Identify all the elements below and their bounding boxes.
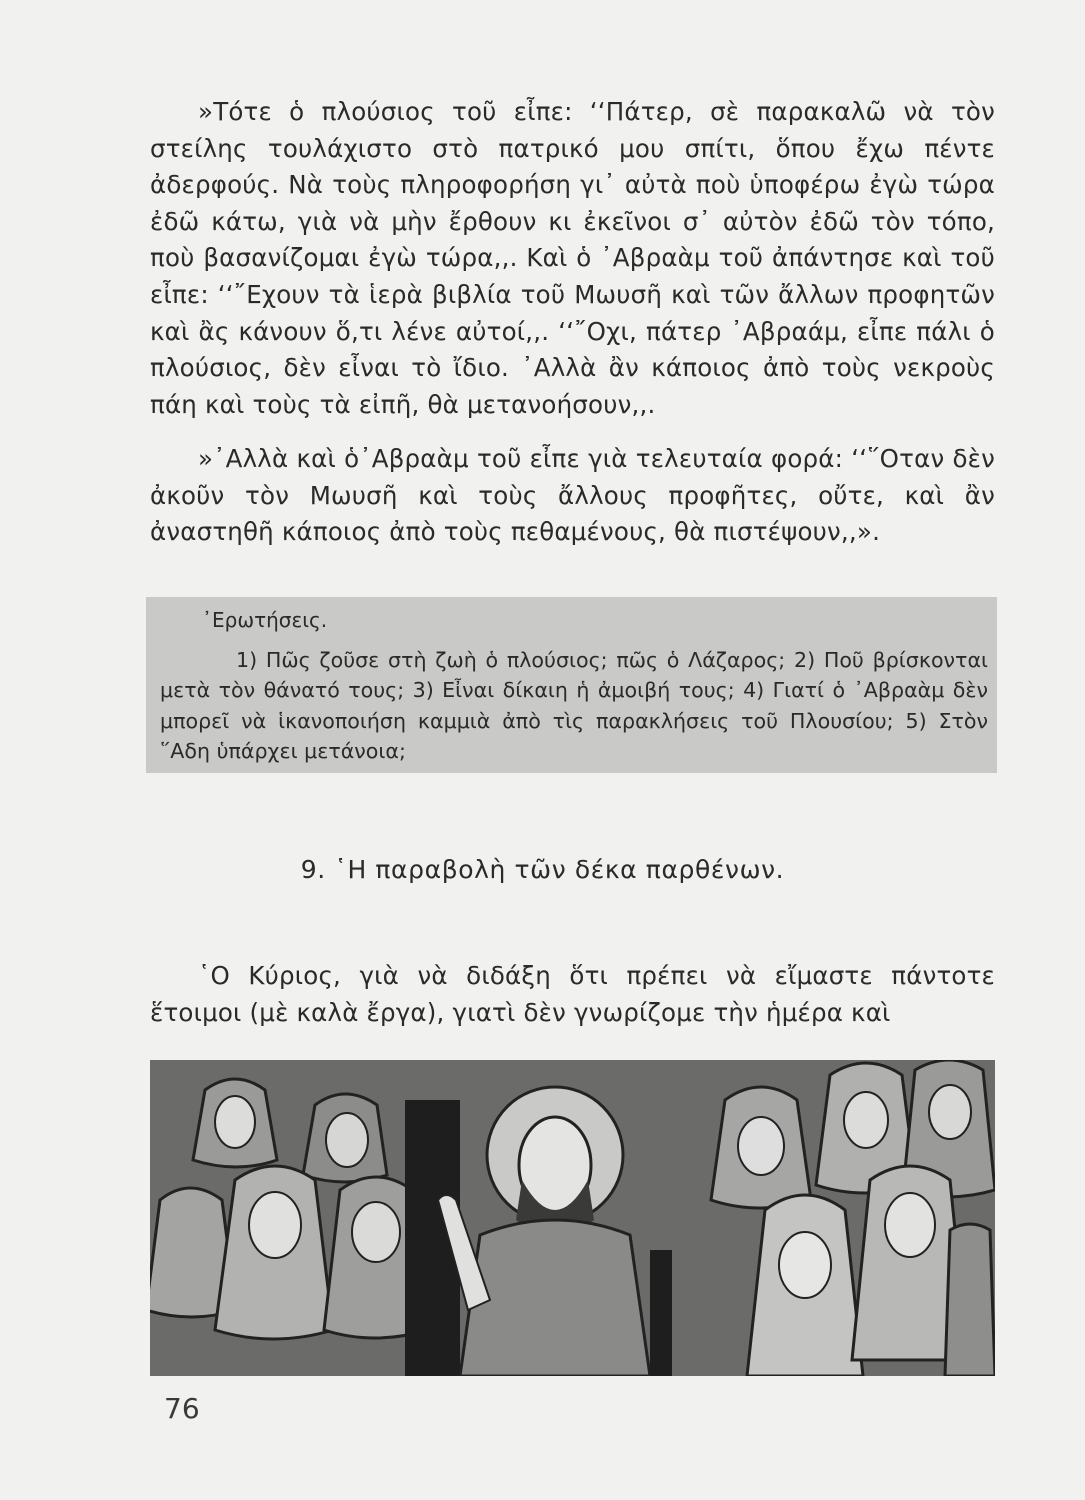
section-title: 9. ῾Η παραβολὴ τῶν δέκα παρθένων.	[300, 855, 785, 884]
questions-text: 1) Πῶς ζοῦσε στὴ ζωὴ ὁ πλούσιος; πῶς ὁ Λάζαρος; 2) Ποῦ βρίσκονται μετὰ τὸν θάνατό τους; 3) Εἶναι δίκαιη ἡ ἀμοιβή τους; 4) Γιατί ὁ ᾽Αβραὰμ δὲν μπορεῖ νὰ ἱκανοποιήση καμμιὰ ἀπὸ τὶς παρακλήσεις τοῦ Πλουσίου; 5) Στὸν ῞Αδη ὑπάρχει μετάνοια;	[160, 648, 988, 764]
page-number: 76	[164, 1392, 200, 1425]
paragraph-abraham-reply: »᾽Αλλὰ καὶ ὁ᾽Αβραὰμ τοῦ εἶπε γιὰ τελευταία φορά: ‘‘῞Οταν δὲν ἀκοῦν τὸν Μωυσῆ καὶ τοὺς ἄλλους προφῆτες, οὔτε, καὶ ἂν ἀναστηθῆ κάποιος ἀπὸ τοὺς πεθαμένους, θὰ πιστέψουν,,».	[150, 444, 995, 547]
illustration-christ-with-virgins	[150, 1060, 995, 1376]
illustration-drawing	[150, 1060, 995, 1376]
questions-heading: ᾽Ερωτήσεις.	[202, 608, 328, 632]
paragraph-lord-teaching: ῾Ο Κύριος, γιὰ νὰ διδάξη ὅτι πρέπει νὰ εἴμαστε πάντοτε ἕτοιμοι (μὲ καλὰ ἔργα), γιατὶ δὲν γνωρίζομε τὴν ἡμέρα καὶ	[150, 961, 995, 1027]
questions-box	[146, 597, 997, 773]
paragraph-rich-man-request: »Τότε ὁ πλούσιος τοῦ εἶπε: ‘‘Πάτερ, σὲ παρακαλῶ νὰ τὸν στείλης τουλάχιστο στὸ πατρικό μου σπίτι, ὅπου ἔχω πέντε ἀδερφούς. Νὰ τοὺς πληροφορήση γι᾽ αὐτὰ ποὺ ὑποφέρω ἐγὼ τώρα ἐδῶ κάτω, γιὰ νὰ μὴν ἔρθουν κι ἐκεῖνοι σ᾽ αὐτὸν ἐδῶ τὸν τόπο, ποὺ βασανίζομαι ἐγὼ τώρα,,. Καὶ ὁ ᾽Αβραὰμ τοῦ ἀπάντησε καὶ τοῦ εἶπε: ‘‘῎Εχουν τὰ ἱερὰ βιβλία τοῦ Μωυσῆ καὶ τῶν ἄλλων προφητῶν καὶ ἂς κάνουν ὅ,τι λένε αὐτοί,,. ‘‘῎Οχι, πάτερ ᾽Αβραάμ, εἶπε πάλι ὁ πλούσιος, δὲν εἶναι τὸ ἴδιο. ᾽Αλλὰ ἂν κάποιος ἀπὸ τοὺς νεκροὺς πάη καὶ τοὺς τὰ εἰπῆ, θὰ μετανοήσουν,,.	[150, 97, 995, 419]
